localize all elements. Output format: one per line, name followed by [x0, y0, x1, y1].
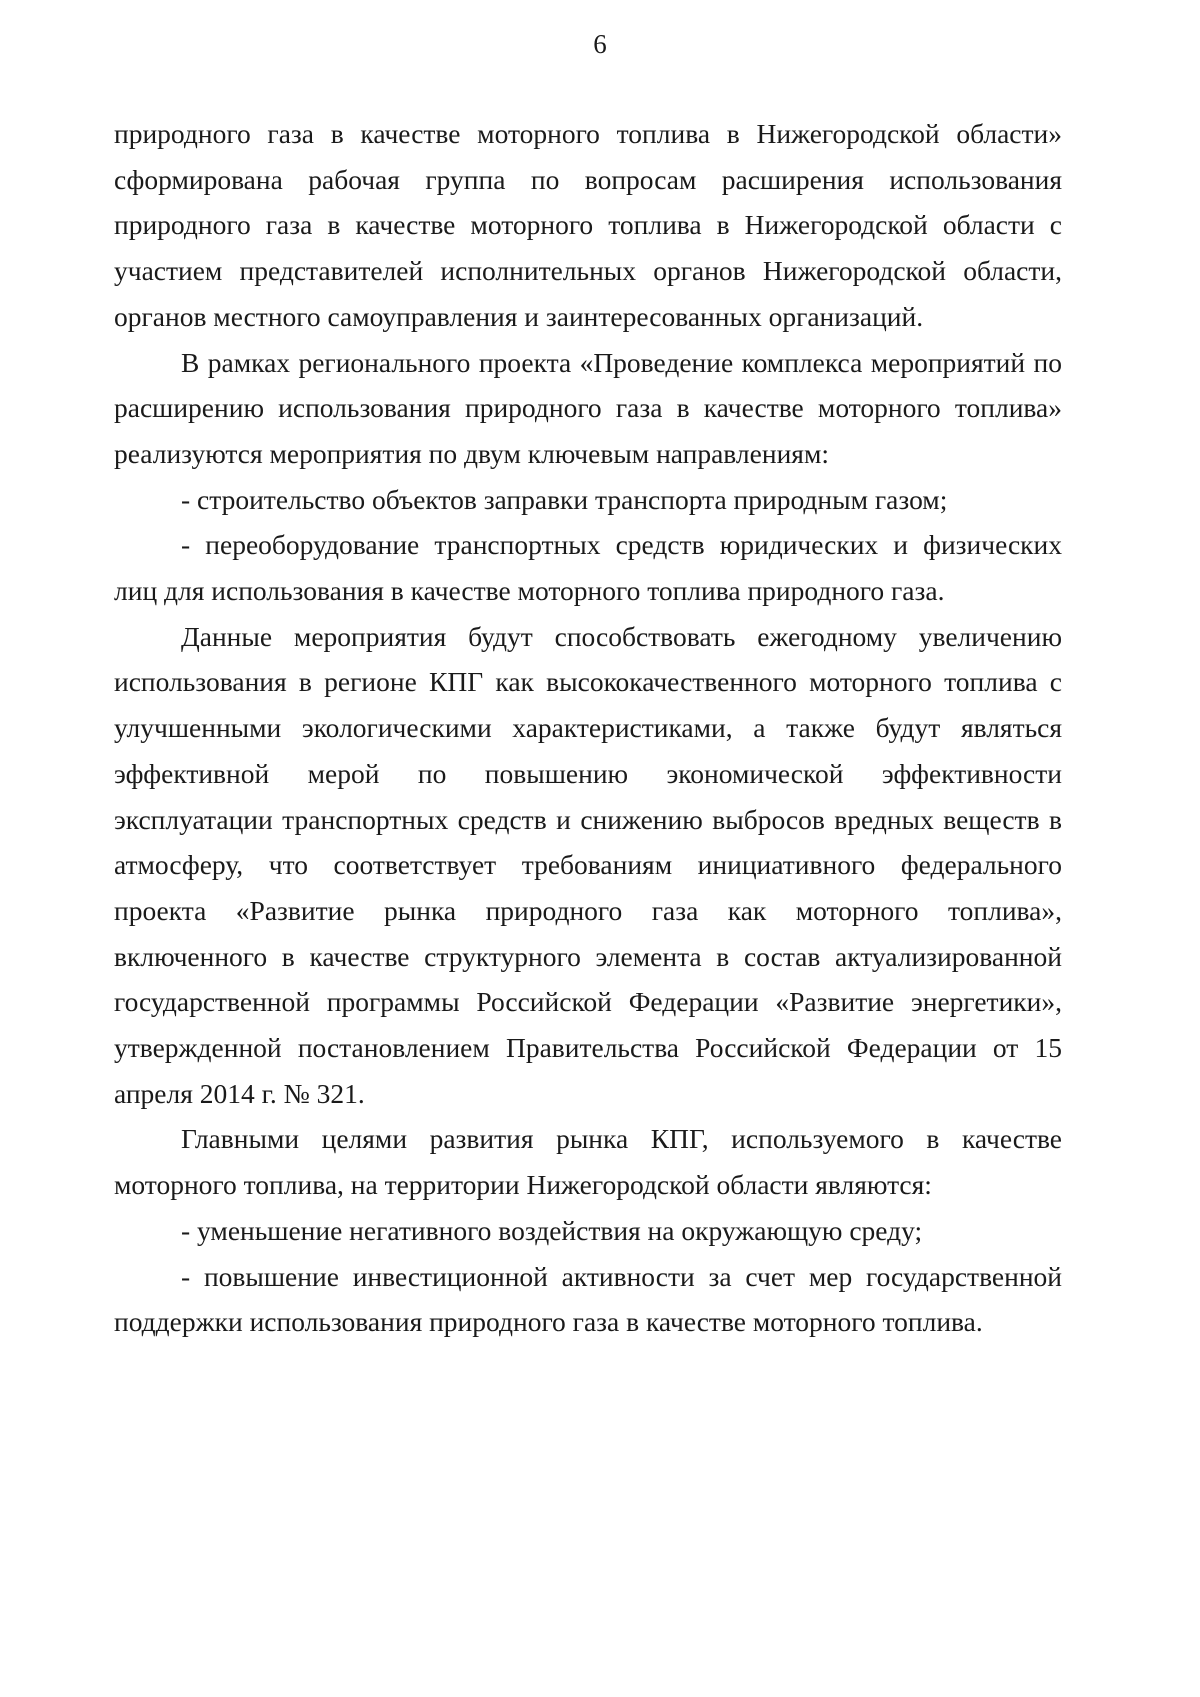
list-item: - уменьшение негативного воздействия на окружающую среду;: [181, 1214, 923, 1246]
paragraph: Данные мероприятия будут способствовать ежегодному увеличению использования в регионе КПГ как высококачественного моторного топлива с улучшенными экологическими характеристиками, а также будут являться эффективной мерой по повышению экономической эффективности эксплуатации транспортных средств и снижению выбросов вредных веществ в атмосферу, что соответствует требованиям инициативного федерального проекта «Развитие рынка природного газа как моторного топлива», включенного в качестве структурного элемента в состав актуализированной государственной программы Российской Федерации «Развитие энергетики», утвержденной постановлением Правительства Российской Федерации от 15 апреля 2014 г. № 321.: [114, 620, 1062, 1109]
list-item: - строительство объектов заправки транспорта природным газом;: [181, 483, 948, 515]
paragraph: Главными целями развития рынка КПГ, используемого в качестве моторного топлива, на территории Нижегородской области являются:: [114, 1123, 1062, 1201]
page-number: 6: [593, 29, 607, 59]
paragraph: В рамках регионального проекта «Проведение комплекса мероприятий по расширению использования природного газа в качестве моторного топлива» реализуются мероприятия по двум ключевым направлениям:: [114, 346, 1062, 469]
paragraph: природного газа в качестве моторного топлива в Нижегородской области» сформирована рабочая группа по вопросам расширения использования природного газа в качестве моторного топлива в Нижегородской области с участием представителей исполнительных органов Нижегородской области, органов местного самоуправления и заинтересованных организаций.: [114, 118, 1062, 332]
list-item: - переоборудование транспортных средств юридических и физических лиц для использования в качестве моторного топлива природного газа.: [114, 529, 1062, 607]
document-body: [114, 111, 1062, 1345]
list-item: - повышение инвестиционной активности за счет мер государственной поддержки использования природного газа в качестве моторного топлива.: [114, 1260, 1062, 1338]
